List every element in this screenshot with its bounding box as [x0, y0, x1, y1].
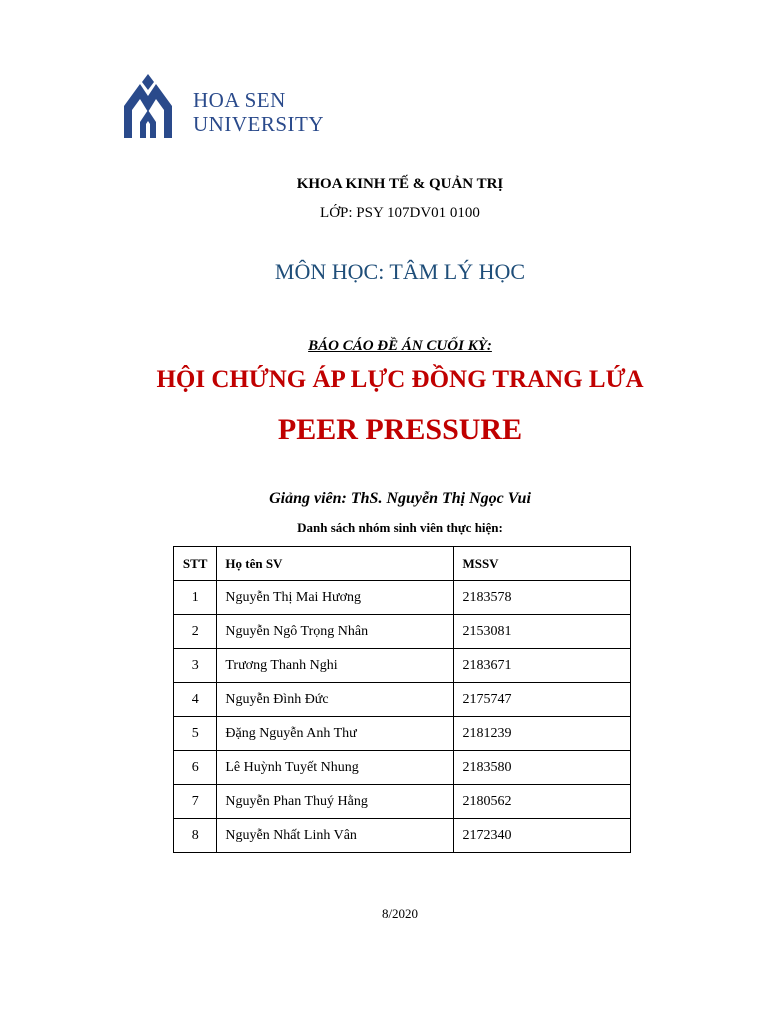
row-stt: 6	[174, 751, 217, 785]
report-title-vietnamese: HỘI CHỨNG ÁP LỰC ĐỒNG TRANG LỨA	[156, 366, 644, 393]
table-row	[174, 751, 631, 785]
row-name: Nguyễn Phan Thuý Hằng	[217, 785, 454, 819]
table-row	[174, 683, 631, 717]
row-mssv: 2183578	[454, 581, 631, 615]
lotus-logo-icon	[118, 72, 178, 140]
row-mssv: 2183580	[454, 751, 631, 785]
member-list-caption: Danh sách nhóm sinh viên thực hiện:	[297, 520, 503, 535]
row-name: Lê Huỳnh Tuyết Nhung	[217, 751, 454, 785]
row-name: Nguyễn Ngô Trọng Nhân	[217, 615, 454, 649]
header-name: Họ tên SV	[217, 547, 454, 581]
table-row	[174, 649, 631, 683]
row-mssv: 2153081	[454, 615, 631, 649]
row-stt: 5	[174, 717, 217, 751]
row-stt: 4	[174, 683, 217, 717]
lecturer: Giảng viên: ThS. Nguyễn Thị Ngọc Vui	[269, 490, 531, 507]
university-name-line1: HOA SEN	[193, 88, 286, 112]
row-mssv: 2175747	[454, 683, 631, 717]
row-mssv: 2172340	[454, 819, 631, 853]
table-row	[174, 785, 631, 819]
faculty-name: KHOA KINH TẾ & QUẢN TRỊ	[296, 176, 504, 192]
subject-title: MÔN HỌC: TÂM LÝ HỌC	[274, 259, 526, 284]
table-row	[174, 615, 631, 649]
header-mssv: MSSV	[454, 547, 631, 581]
row-name: Nguyễn Đình Đức	[217, 683, 454, 717]
row-stt: 2	[174, 615, 217, 649]
table-header-row	[174, 547, 631, 581]
row-stt: 7	[174, 785, 217, 819]
member-table	[173, 546, 631, 853]
row-stt: 1	[174, 581, 217, 615]
class-code: LỚP: PSY 107DV01 0100	[320, 205, 480, 221]
row-stt: 3	[174, 649, 217, 683]
header-stt: STT	[174, 547, 217, 581]
row-mssv: 2183671	[454, 649, 631, 683]
table-row	[174, 717, 631, 751]
row-name: Nguyễn Thị Mai Hương	[217, 581, 454, 615]
row-name: Đặng Nguyễn Anh Thư	[217, 717, 454, 751]
table-row	[174, 819, 631, 853]
row-mssv: 2180562	[454, 785, 631, 819]
university-name	[193, 88, 324, 136]
university-logo	[118, 72, 448, 142]
report-title-english: PEER PRESSURE	[277, 413, 523, 446]
row-name: Nguyễn Nhất Linh Vân	[217, 819, 454, 853]
row-name: Trương Thanh Nghi	[217, 649, 454, 683]
report-date: 8/2020	[381, 906, 419, 921]
university-name-line2: UNIVERSITY	[193, 112, 324, 136]
row-stt: 8	[174, 819, 217, 853]
row-mssv: 2181239	[454, 717, 631, 751]
report-label: BÁO CÁO ĐỀ ÁN CUỐI KỲ:	[308, 338, 492, 354]
table-row	[174, 581, 631, 615]
